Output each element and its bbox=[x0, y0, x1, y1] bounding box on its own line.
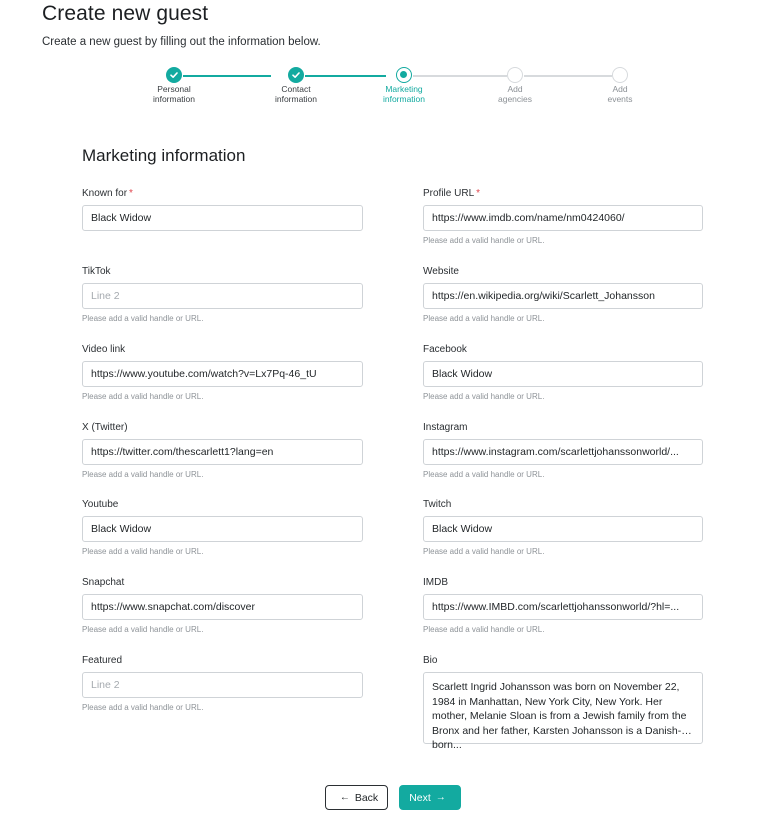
snapchat-input[interactable]: https://www.snapchat.com/discover bbox=[82, 594, 363, 620]
profile-url-helper: Please add a valid handle or URL. bbox=[423, 236, 545, 245]
field-facebook bbox=[423, 344, 703, 401]
arrow-left-icon: ← bbox=[339, 792, 350, 803]
next-button[interactable] bbox=[399, 785, 461, 810]
back-button-label: Back bbox=[354, 791, 379, 804]
step-2-check-icon[interactable] bbox=[288, 67, 304, 83]
step-4-pending-icon[interactable] bbox=[507, 67, 523, 83]
imdb-helper: Please add a valid handle or URL. bbox=[423, 625, 545, 634]
website-helper: Please add a valid handle or URL. bbox=[423, 314, 545, 323]
required-asterisk: * bbox=[476, 188, 481, 199]
field-x-twitter bbox=[82, 422, 363, 479]
facebook-input[interactable]: Black Widow bbox=[423, 361, 703, 387]
field-snapchat bbox=[82, 577, 363, 634]
step-connector bbox=[183, 75, 271, 77]
field-imdb bbox=[423, 577, 703, 634]
bio-textarea[interactable]: Scarlett Ingrid Johansson was born on November 22, 1984 in Manhattan, New York City, New York. Her mother, Melanie Sloan is from a Jewish family from the Bronx and her father, Karsten Johansson is a Danish-born... bbox=[423, 672, 703, 744]
step-label-contact-information: Contact information bbox=[274, 84, 318, 104]
x-twitter-label: X (Twitter) bbox=[82, 422, 128, 433]
instagram-input[interactable]: https://www.instagram.com/scarlettjohanssonworld/... bbox=[423, 439, 703, 465]
step-label-marketing-information: Marketing information bbox=[382, 84, 426, 104]
featured-input[interactable]: Line 2 bbox=[82, 672, 363, 698]
x-twitter-helper: Please add a valid handle or URL. bbox=[82, 470, 204, 479]
step-5-pending-icon[interactable] bbox=[612, 67, 628, 83]
tiktok-helper: Please add a valid handle or URL. bbox=[82, 314, 204, 323]
website-label: Website bbox=[423, 266, 459, 277]
section-title: Marketing information bbox=[82, 146, 246, 165]
field-tiktok bbox=[82, 266, 363, 323]
youtube-input[interactable]: Black Widow bbox=[82, 516, 363, 542]
known-for-input[interactable]: Black Widow bbox=[82, 205, 363, 231]
next-button-label: Next bbox=[409, 791, 431, 804]
facebook-label: Facebook bbox=[423, 344, 467, 355]
field-video-link bbox=[82, 344, 363, 401]
video-link-helper: Please add a valid handle or URL. bbox=[82, 392, 204, 401]
page-subtitle: Create a new guest by filling out the information below. bbox=[42, 36, 321, 48]
required-asterisk: * bbox=[129, 188, 133, 199]
featured-helper: Please add a valid handle or URL. bbox=[82, 703, 204, 712]
youtube-helper: Please add a valid handle or URL. bbox=[82, 547, 204, 556]
snapchat-helper: Please add a valid handle or URL. bbox=[82, 625, 204, 634]
tiktok-input[interactable]: Line 2 bbox=[82, 283, 363, 309]
website-input[interactable]: https://en.wikipedia.org/wiki/Scarlett_Johansson bbox=[423, 283, 703, 309]
page-title: Create new guest bbox=[42, 2, 209, 25]
step-label-add-events: Add events bbox=[607, 84, 633, 104]
video-link-input[interactable]: https://www.youtube.com/watch?v=Lx7Pq-46_tU bbox=[82, 361, 363, 387]
instagram-label: Instagram bbox=[423, 422, 468, 433]
step-label-personal-information: Personal information bbox=[152, 84, 196, 104]
step-1-check-icon[interactable] bbox=[166, 67, 182, 83]
video-link-label: Video link bbox=[82, 344, 126, 355]
field-youtube bbox=[82, 499, 363, 556]
youtube-label: Youtube bbox=[82, 499, 119, 510]
step-connector bbox=[413, 75, 507, 77]
field-featured bbox=[82, 655, 363, 712]
twitch-input[interactable]: Black Widow bbox=[423, 516, 703, 542]
imdb-label: IMDB bbox=[423, 577, 448, 588]
arrow-right-icon: → bbox=[435, 792, 446, 803]
tiktok-label: TikTok bbox=[82, 266, 111, 277]
field-website bbox=[423, 266, 703, 323]
twitch-label: Twitch bbox=[423, 499, 452, 510]
field-known-for bbox=[82, 188, 363, 231]
x-twitter-input[interactable]: https://twitter.com/thescarlett1?lang=en bbox=[82, 439, 363, 465]
known-for-label: Known for * bbox=[82, 188, 133, 199]
imdb-input[interactable]: https://www.IMBD.com/scarlettjohanssonworld/?hl=... bbox=[423, 594, 703, 620]
snapchat-label: Snapchat bbox=[82, 577, 125, 588]
field-profile-url bbox=[423, 188, 703, 245]
facebook-helper: Please add a valid handle or URL. bbox=[423, 392, 545, 401]
field-twitch bbox=[423, 499, 703, 556]
stepper bbox=[0, 66, 780, 106]
profile-url-label: Profile URL * bbox=[423, 188, 481, 199]
profile-url-input[interactable]: https://www.imdb.com/name/nm0424060/ bbox=[423, 205, 703, 231]
instagram-helper: Please add a valid handle or URL. bbox=[423, 470, 545, 479]
back-button[interactable] bbox=[325, 785, 388, 810]
bio-label: Bio bbox=[423, 655, 438, 666]
featured-label: Featured bbox=[82, 655, 123, 666]
twitch-helper: Please add a valid handle or URL. bbox=[423, 547, 545, 556]
field-instagram bbox=[423, 422, 703, 479]
step-label-add-agencies: Add agencies bbox=[497, 84, 533, 104]
field-bio bbox=[423, 655, 703, 751]
step-connector bbox=[524, 75, 612, 77]
step-3-current-icon[interactable] bbox=[396, 67, 412, 83]
step-connector bbox=[305, 75, 386, 77]
